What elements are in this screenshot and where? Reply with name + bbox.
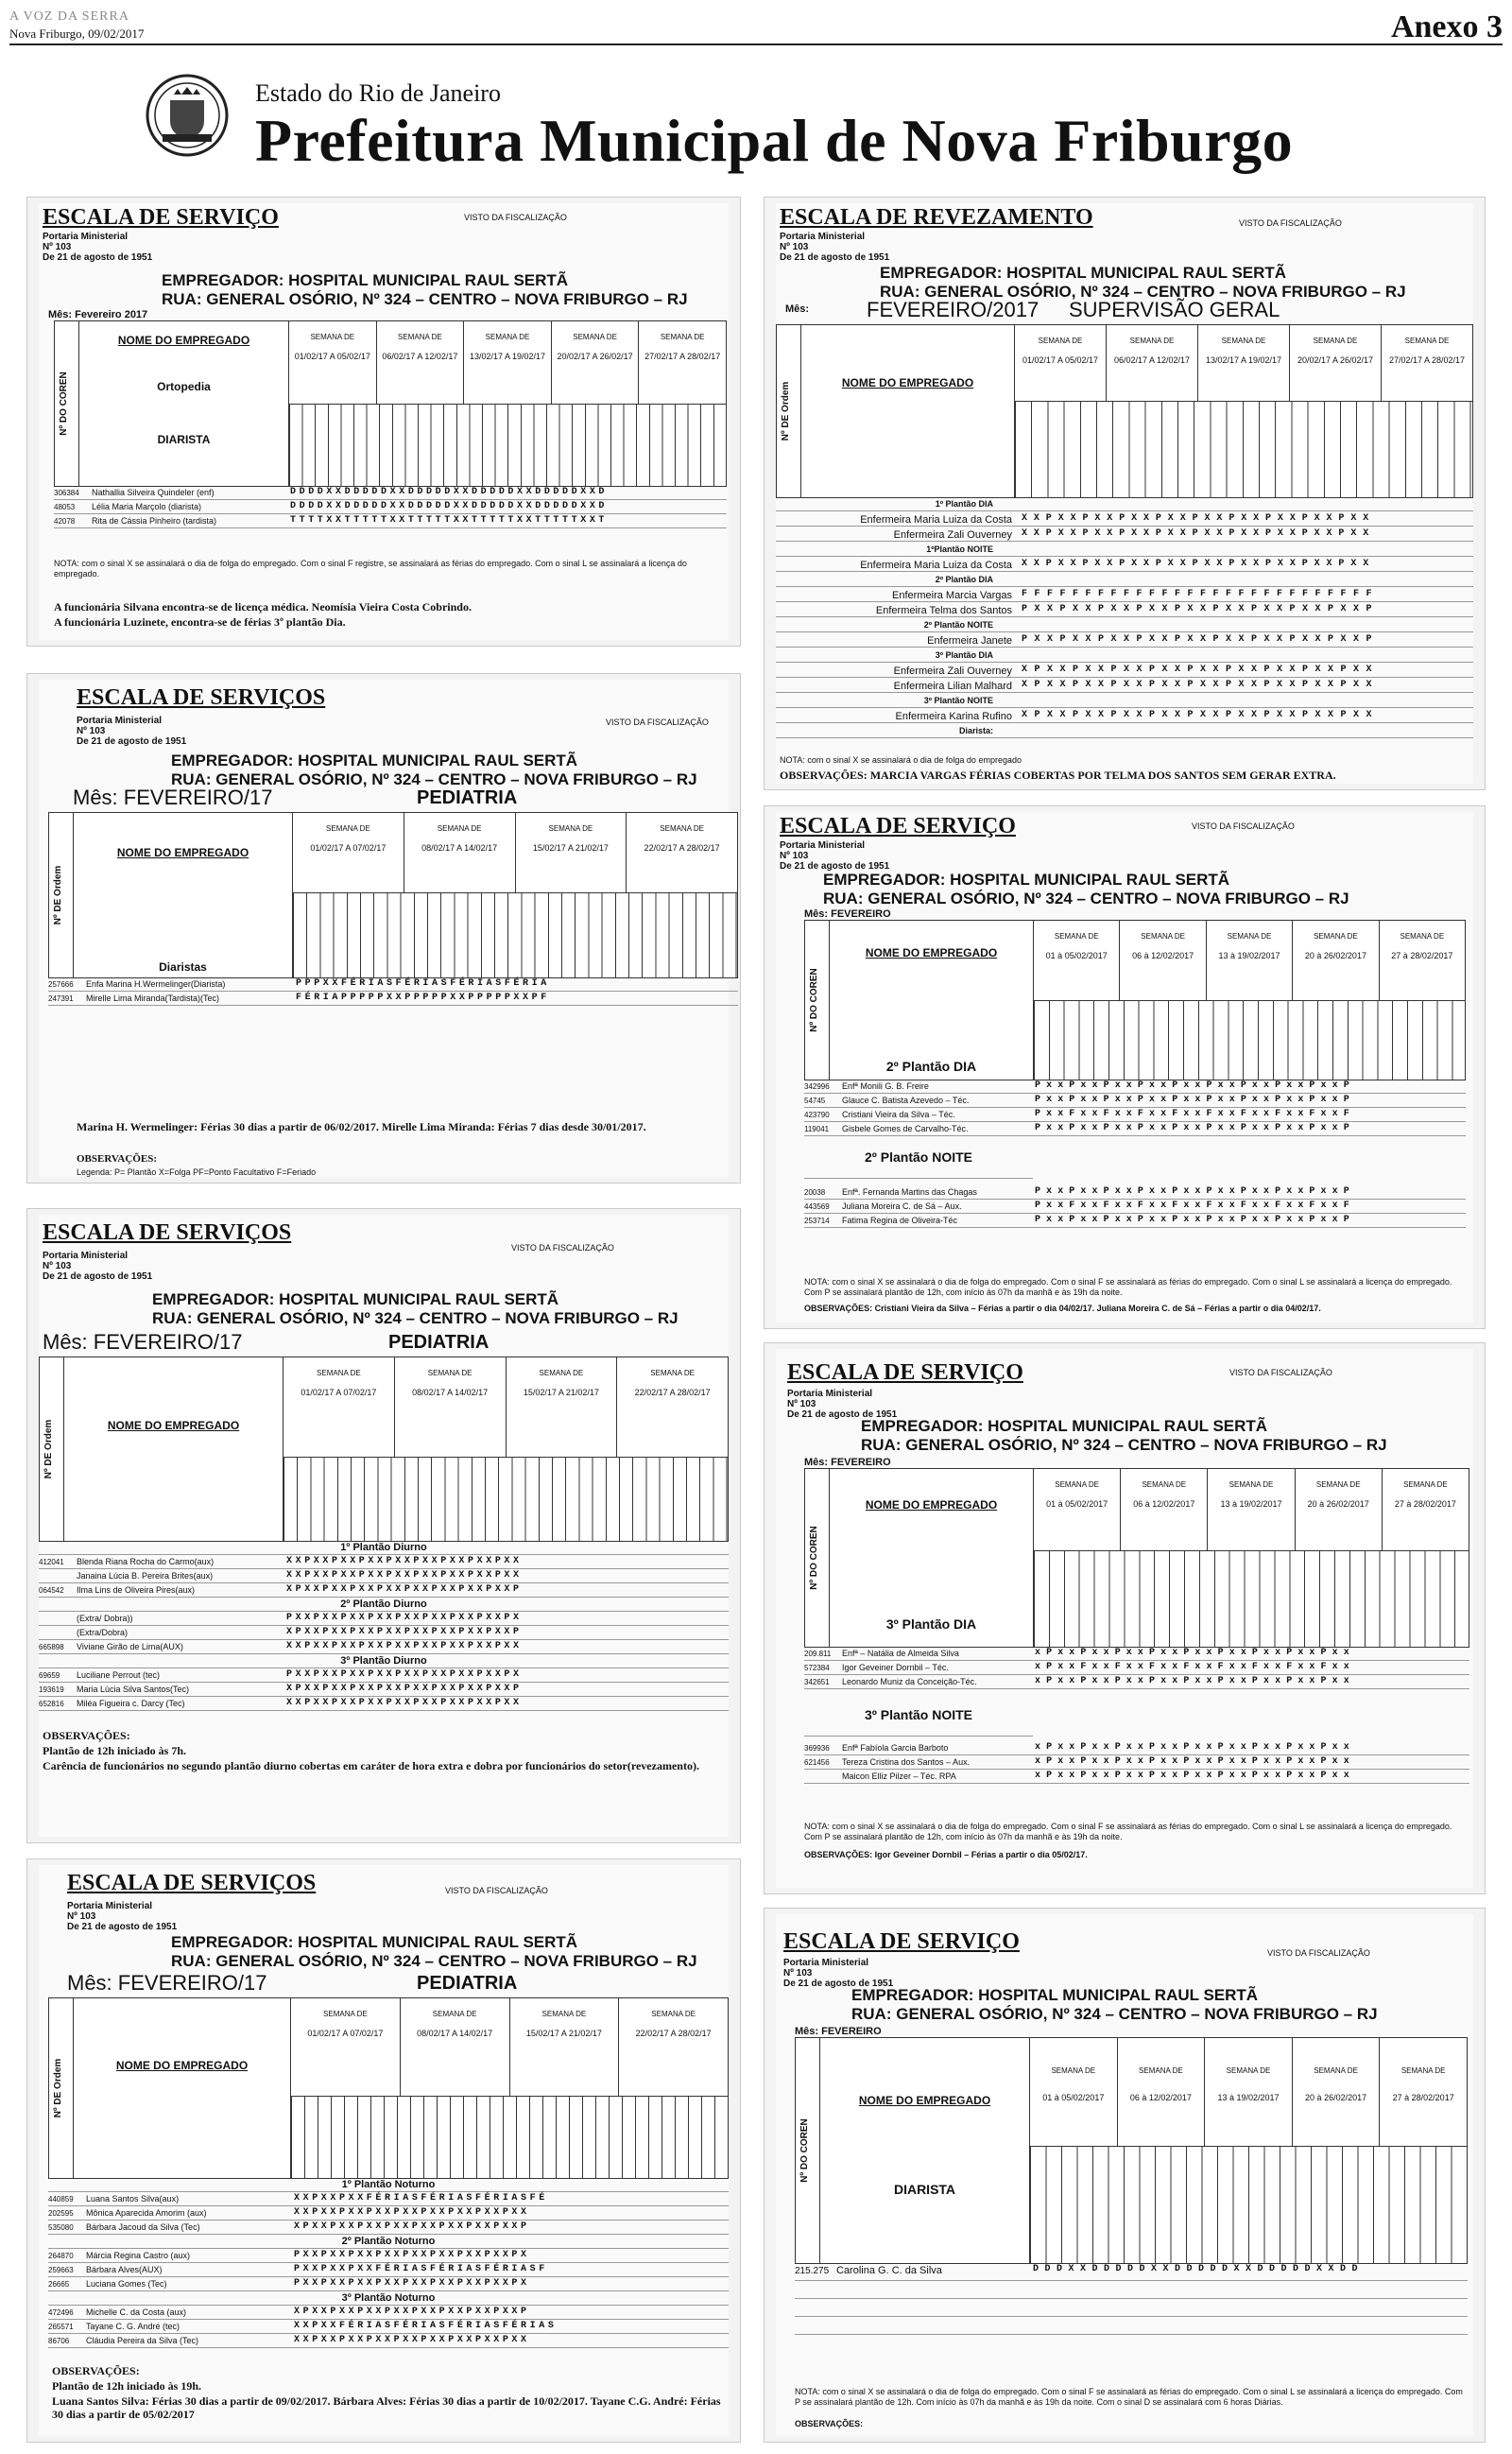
schedule-grid: Nº DE Ordem NOME DO EMPREGADO SEMANA DE 01/02/17 A 07/02/17 SEMANA DE 08/02/17 A 14/02/17 SEMANA DE 15/02/17 A 21/02/17 SEMANA DE 22/02/17 A 28/02/17: [48, 1997, 729, 2179]
table-row: 54745 Glauce C. Batista Azevedo – Téc. PxxPxxPxxPxxPxxPxxPxxPxxPxxP: [804, 1095, 1466, 1108]
month-value: FEVEREIRO/2017: [867, 298, 1040, 321]
month-label: Mês: FEVEREIRO: [804, 1457, 891, 1468]
table-row: 264870 Márcia Regina Castro (aux) PXXPXXPXXPXXPXXPXXPXXPXXPX: [48, 2250, 729, 2263]
shift-header: 1º Plantão Diurno: [39, 1542, 729, 1555]
table-row: 202595 Mônica Aparecida Amorim (aux) XXPXXPXXPXXPXXPXXPXXPXXPXX: [48, 2207, 729, 2221]
portaria-block: Portaria Ministerial Nº 103 De 21 de agosto de 1951: [783, 1958, 894, 1989]
panel-title: ESCALA DE SERVIÇO: [43, 205, 279, 230]
observations-label: OBSERVAÇÕES:: [795, 2419, 864, 2428]
days-header: [1030, 2146, 1467, 2263]
table-row: 306384 Nathallia Silveira Quindeler (enf) DDDDXXDDDDDXXDDDDDXXDDDDDXXDDDDDXXD: [54, 487, 727, 500]
month-label: Mês:: [785, 303, 810, 315]
employer-line: EMPREGADOR: HOSPITAL MUNICIPAL RAUL SERTÃ: [162, 271, 569, 289]
table-row: 69659 Luciliane Perrout (tec) PXXPXXPXXPXXPXXPXXPXXPXXPX: [39, 1669, 729, 1683]
employer-line: EMPREGADOR: HOSPITAL MUNICIPAL RAUL SERTÃ: [861, 1417, 1268, 1435]
shift-header: 2º Plantão NOITE: [804, 1150, 1033, 1179]
weeks-header: SEMANA DE 01/02/17 A 05/02/17 SEMANA DE 06/02/17 A 12/02/17 SEMANA DE 13/02/17 A 19/02/17 SEMANA DE 20/02/17 A 26/02/17 SEMANA DE 27/02/17 A 28/02/17: [1015, 325, 1472, 401]
weeks-header: SEMANA DE 01/02/17 A 07/02/17 SEMANA DE 08/02/17 A 14/02/17 SEMANA DE 15/02/17 A 21/02/17 SEMANA DE 22/02/17 A 28/02/17: [284, 1357, 728, 1457]
table-row: 652816 Miléa Figueira c. Darcy (Tec) XXPXXPXXPXXPXXPXXPXXPXXPXX: [39, 1698, 729, 1711]
schedule-grid: Nº DO COREN NOME DO EMPREGADO 2º Plantão DIA SEMANA DE 01 à 05/02/2017 SEMANA DE 06 à 12/02/2017 SEMANA DE 13 à 19/02/2017 SEMANA DE 20 à 26/02/2017 SEMANA DE 27 à 28/02/2017: [804, 920, 1466, 1080]
observation: OBSERVAÇÕES: Cristiani Vieira da Silva – Férias a partir o dia 04/02/17. Juliana Moreira C. de Sá – Férias a partir o dia 04/02/17.: [804, 1304, 1321, 1313]
publication-date: Nova Friburgo, 09/02/2017: [9, 26, 145, 41]
weeks-header: SEMANA DE 01 à 05/02/2017 SEMANA DE 06 à 12/02/2017 SEMANA DE 13 à 19/02/2017 SEMANA DE 20 à 26/02/2017 SEMANA DE 27 à 28/02/2017: [1030, 2038, 1467, 2146]
employer-line: EMPREGADOR: HOSPITAL MUNICIPAL RAUL SERTÃ: [823, 871, 1230, 889]
visto-fiscalizacao: VISTO DA FISCALIZAÇÃO: [464, 213, 567, 222]
shift-header: 3º Plantão NOITE: [776, 695, 1473, 708]
table-row: Enfermeira Lilian Malhard XPXXPXXPXXPXXPXXPXXPXXPXXPXX: [776, 680, 1473, 693]
observations-label: OBSERVAÇÕES:: [43, 1729, 130, 1742]
publication-name: A VOZ DA SERRA: [9, 9, 129, 24]
month-label: Mês: FEVEREIRO/17: [43, 1330, 243, 1354]
panel-pediatria-noturno: [26, 1858, 741, 2443]
shift-header: 1º Plantão Noturno: [48, 2179, 729, 2192]
table-row: 193619 Maria Lúcia Silva Santos(Tec) XPXXPXXPXXPXXPXXPXXPXXPXXP: [39, 1684, 729, 1697]
legend-text: Legenda: P= Plantão X=Folga PF=Ponto Facultativo F=Feriado: [77, 1167, 317, 1177]
panel-segundo-plantao: [764, 805, 1486, 1329]
panel-title: ESCALA DE SERVIÇO: [783, 1929, 1020, 1954]
portaria-block: Portaria Ministerial Nº 103 De 21 de agosto de 1951: [43, 232, 153, 263]
schedule-grid: Nº DE Ordem NOME DO EMPREGADO Diaristas SEMANA DE 01/02/17 A 07/02/17 SEMANA DE 08/02/17 A 14/02/17 SEMANA DE 15/02/17 A 21/02/17 SEMANA DE 22/02/17 A 28/02/17: [48, 812, 738, 978]
table-row: 209.811 Enfª – Natália de Almeida Silva xPxxPxxPxxPxxPxxPxxPxxPxxPxx: [804, 1648, 1469, 1661]
days-header: [1034, 1000, 1465, 1080]
observation: Carência de funcionários no segundo plantão diurno cobertas em caráter de hora extra e dobra por funcionários do setor(revezamento).: [43, 1759, 699, 1772]
visto-fiscalizacao: VISTO DA FISCALIZAÇÃO: [1239, 218, 1342, 228]
schedule-grid: Nº DO COREN NOME DO EMPREGADO DIARISTA SEMANA DE 01 à 05/02/2017 SEMANA DE 06 à 12/02/2017 SEMANA DE 13 à 19/02/2017 SEMANA DE 20 à 26/02/2017 SEMANA DE 27 à 28/02/2017: [795, 2037, 1468, 2264]
table-row: 119041 Gisbele Gomes de Carvalho-Téc. PxxPxxPxxPxxPxxPxxPxxPxxPxxP: [804, 1123, 1466, 1136]
table-row: Enfermeira Marcia Vargas FFFFFFFFFFFFFFFFFFFFFFFFFFFF: [776, 589, 1473, 602]
table-row: (Extra/ Dobra)) PXXPXXPXXPXXPXXPXXPXXPXXPX: [39, 1613, 729, 1626]
shift-header: 2º Plantão DIA: [885, 1059, 977, 1074]
roster: [48, 978, 738, 1045]
observation: A funcionária Silvana encontra-se de licença médica. Neomísia Vieira Costa Cobrindo.: [54, 600, 472, 614]
shift-header: 1ºPlantão NOITE: [776, 544, 1473, 557]
address-line: RUA: GENERAL OSÓRIO, Nº 324 – CENTRO – NOVA FRIBURGO – RJ: [171, 1952, 697, 1970]
employer-line: EMPREGADOR: HOSPITAL MUNICIPAL RAUL SERTÃ: [152, 1290, 559, 1308]
table-row: 621456 Tereza Cristina dos Santos – Aux. xPxxPxxPxxPxxPxxPxxPxxPxxPxx: [804, 1756, 1469, 1770]
panel-supervisao-geral: [764, 197, 1486, 790]
table-row: 86706 Cláudia Pereira da Silva (Tec) XXPXXPXXPXXPXXPXXPXXPXXPXX: [48, 2335, 729, 2348]
table-row: 253714 Fatima Regina de Oliveira-Téc PxxPxxPxxPxxPxxPxxPxxPxxPxxP: [804, 1215, 1466, 1228]
month-label: Mês: FEVEREIRO: [795, 2026, 882, 2037]
table-row: 26665 Luciana Gomes (Tec) PXXPXXPXXPXXPXXPXXPXXPXXPX: [48, 2278, 729, 2291]
roster: [54, 487, 727, 530]
note-text: NOTA: com o sinal X se assinalará o dia de folga do empregado. Com o sinal F se assinalará as férias do empregado. Com o sinal L se assinalará a licença do empregado. Com P se assinalará plantão de 12h. Com início às 07h da manhã e às 19h da noite. Com o sinal D se assinalará com 6 horas Diárias.: [795, 2387, 1463, 2407]
address-line: RUA: GENERAL OSÓRIO, Nº 324 – CENTRO – NOVA FRIBURGO – RJ: [880, 283, 1406, 301]
table-row: 20038 Enfª. Fernanda Martins das Chagas PxxPxxPxxPxxPxxPxxPxxPxxPxxP: [804, 1186, 1466, 1200]
month-label: Mês: FEVEREIRO/17: [73, 786, 273, 809]
panel-diarista: [764, 1908, 1486, 2443]
days-header: [1034, 1550, 1469, 1647]
table-row: 440859 Luana Santos Silva(aux) XXPXXPXXFÉRIASFÉRIASFÉRIASFÉ: [48, 2193, 729, 2206]
table-row: [795, 2300, 1468, 2317]
schedule-grid: Nº DO COREN NOME DO EMPREGADO 3º Plantão DIA SEMANA DE 01 à 05/02/2017 SEMANA DE 06 à 12/02/2017 SEMANA DE 13 à 19/02/2017 SEMANA DE 20 à 26/02/2017 SEMANA DE 27 à 28/02/2017: [804, 1468, 1469, 1648]
month-label: Mês: FEVEREIRO: [804, 908, 891, 920]
masthead: [151, 76, 1474, 180]
table-row: Enfermeira Janete PXXPXXPXXPXXPXXPXXPXXPXXPXXP: [776, 634, 1473, 648]
address-line: RUA: GENERAL OSÓRIO, Nº 324 – CENTRO – NOVA FRIBURGO – RJ: [162, 290, 688, 308]
month-label: Mês: FEVEREIRO/17: [67, 1971, 267, 1995]
table-row: 247391 Mirelle Lima Miranda(Tardista)(Tec) FÉRIAPPPPPXXPPPPPXXPPPPPXXPF: [48, 993, 738, 1006]
newspaper-header: [9, 8, 1503, 45]
sector-label: Ortopedia: [157, 380, 211, 393]
shift-header: Diarista:: [776, 725, 1473, 738]
address-line: RUA: GENERAL OSÓRIO, Nº 324 – CENTRO – NOVA FRIBURGO – RJ: [152, 1309, 679, 1327]
roster: [804, 1648, 1469, 1814]
portaria-block: Portaria Ministerial Nº 103 De 21 de agosto de 1951: [780, 840, 890, 872]
table-row: [795, 2318, 1468, 2335]
table-row: 42078 Rita de Cássia Pinheiro (tardista) TTTTXXTTTTTXXTTTTTXXTTTTTXXTTTTTXXT: [54, 515, 727, 528]
table-row: [795, 2282, 1468, 2299]
roster: [804, 1080, 1466, 1247]
employer-line: EMPREGADOR: HOSPITAL MUNICIPAL RAUL SERTÃ: [171, 752, 578, 769]
visto-fiscalizacao: VISTO DA FISCALIZAÇÃO: [1229, 1368, 1332, 1377]
annex-label: Anexo 3: [1390, 9, 1503, 44]
observations-label: OBSERVAÇÕES:: [77, 1153, 157, 1165]
group-label: DIARISTA: [157, 433, 211, 446]
days-header: [1015, 401, 1472, 497]
address-line: RUA: GENERAL OSÓRIO, Nº 324 – CENTRO – NOVA FRIBURGO – RJ: [861, 1436, 1387, 1454]
note-text: NOTA: com o sinal X se assinalará o dia de folga do empregado. Com o sinal F se assinalará as férias do empregado. Com o sinal L se assinalará a licença do empregado. Com P se assinalará plantão de 12h, com início às 07h da manhã e às 19h da noite.: [804, 1277, 1452, 1297]
portaria-block: Portaria Ministerial Nº 103 De 21 de agosto de 1951: [67, 1901, 178, 1932]
roster: [795, 2264, 1468, 2340]
roster: [39, 1542, 729, 1720]
table-row: Janaina Lúcia B. Pereira Brites(aux) XXPXXPXXPXXPXXPXXPXXPXXPXX: [39, 1570, 729, 1583]
shift-header: 2º Plantão DIA: [776, 574, 1473, 587]
table-row: 369936 Enfª Fabíola Garcia Barboto xPxxPxxPxxPxxPxxPxxPxxPxxPxx: [804, 1742, 1469, 1755]
group-label: Diaristas: [159, 960, 207, 974]
sector-label: PEDIATRIA: [417, 787, 518, 808]
note-text: NOTA: com o sinal X se assinalará o dia de folga do empregado. Com o sinal F se assinalará as férias do empregado. Com o sinal L se assinalará a licença do empregado. Com P se assinalará plantão de 12h, com início às 07h da manhã e às 19h da noite.: [804, 1822, 1452, 1841]
panel-title: ESCALA DE REVEZAMENTO: [780, 205, 1093, 230]
panel-title: ESCALA DE SERVIÇO: [787, 1360, 1023, 1385]
shift-header: 2º Plantão NOITE: [776, 619, 1473, 632]
table-row: Enfermeira Zali Ouverney XXPXXPXXPXXPXXPXXPXXPXXPXXPXX: [776, 528, 1473, 542]
panel-pediatria-diaristas: [26, 673, 741, 1184]
address-line: RUA: GENERAL OSÓRIO, Nº 324 – CENTRO – NOVA FRIBURGO – RJ: [823, 890, 1349, 907]
note-text: NOTA: com o sinal X se assinalará o dia de folga do empregado. Com o sinal F registre, se assinalará as férias do empregado. Com o sinal L se assinalará a licença do empregado.: [54, 559, 687, 579]
roster: [48, 2179, 729, 2357]
days-header: [291, 2096, 728, 2178]
table-row: 443569 Juliana Moreira C. de Sá – Aux. PxxFxxFxxFxxFxxFxxFxxFxxFxxF: [804, 1201, 1466, 1214]
table-row: 572384 Igor Geveiner Dornbil – Téc. xPxxFxxFxxFxxFxxFxxFxxFxxFxx: [804, 1662, 1469, 1675]
table-row: 342996 Enfª Monili G. B. Freire PxxPxxPxxPxxPxxPxxPxxPxxPxxP: [804, 1080, 1466, 1094]
panel-pediatria-diurno: [26, 1208, 741, 1843]
weeks-header: SEMANA DE 01/02/17 A 07/02/17 SEMANA DE 08/02/17 A 14/02/17 SEMANA DE 15/02/17 A 21/02/17 SEMANA DE 22/02/17 A 28/02/17: [291, 1998, 728, 2096]
shift-header: 1º Plantão DIA: [776, 498, 1473, 511]
schedule-grid: Nº DO COREN NOME DO EMPREGADO Ortopedia DIARISTA SEMANA DE 01/02/17 A 05/02/17 SEMANA DE 06/02/17 A 12/02/17 SEMANA DE 13/02/17 A 19/02/17 SEMANA DE 20/02/17 A 26/02/17 SEMANA DE 27/02/17 A 28/02/17: [54, 320, 727, 487]
shift-header: 2º Plantão Noturno: [48, 2236, 729, 2249]
shift-header: 3º Plantão DIA: [885, 1616, 977, 1632]
panel-ortopedia: [26, 197, 741, 647]
visto-fiscalizacao: VISTO DA FISCALIZAÇÃO: [445, 1886, 548, 1895]
shift-header: 3º Plantão DIA: [776, 649, 1473, 663]
portaria-block: Portaria Ministerial Nº 103 De 21 de agosto de 1951: [77, 716, 187, 747]
sector-label: SUPERVISÃO GERAL: [1069, 298, 1280, 321]
shift-header: 3º Plantão Noturno: [48, 2292, 729, 2306]
table-row: 215.275 Carolina G. C. da Silva DDDXXDDDDDXXDDDDDXXDDDDDXXDD: [795, 2264, 1468, 2281]
visto-fiscalizacao: VISTO DA FISCALIZAÇÃO: [606, 717, 709, 727]
days-header: [284, 1457, 728, 1541]
table-row: 259663 Bárbara Alves(AUX) PXXPXXPXXFÉRIASFÉRIASFÉRIASF: [48, 2264, 729, 2277]
table-row: Enfermeira Telma dos Santos PXXPXXPXXPXXPXXPXXPXXPXXPXXP: [776, 604, 1473, 617]
table-row: Enfermeira Zali Ouverney XPXXPXXPXXPXXPXXPXXPXXPXXPXX: [776, 665, 1473, 678]
note-text: NOTA: com o sinal X se assinalará o dia de folga do empregado: [780, 755, 1022, 765]
table-row: 342651 Leonardo Muniz da Conceição-Téc. xPxxPxxPxxPxxPxxPxxPxxPxxPxx: [804, 1676, 1469, 1689]
state-name: Estado do Rio de Janeiro: [255, 79, 501, 107]
table-row: Enfermeira Karina Rufino XPXXPXXPXXPXXPXXPXXPXXPXXPXX: [776, 710, 1473, 723]
panel-title: ESCALA DE SERVIÇOS: [77, 685, 326, 710]
observation: A funcionária Luzinete, encontra-se de férias 3º plantão Dia.: [54, 615, 346, 629]
weeks-header: SEMANA DE 01/02/17 A 07/02/17 SEMANA DE 08/02/17 A 14/02/17 SEMANA DE 15/02/17 A 21/02/17 SEMANA DE 22/02/17 A 28/02/17: [293, 813, 737, 892]
table-row: Maicon Elliz Pilzer – Téc. RPA xPxxPxxPxxPxxPxxPxxPxxPxxPxx: [804, 1771, 1469, 1784]
shift-header: 2º Plantão Diurno: [39, 1599, 729, 1612]
visto-fiscalizacao: VISTO DA FISCALIZAÇÃO: [1267, 1948, 1370, 1958]
table-row: 412041 Blenda Riana Rocha do Carmo(aux) XXPXXPXXPXXPXXPXXPXXPXXPXX: [39, 1556, 729, 1569]
visto-fiscalizacao: VISTO DA FISCALIZAÇÃO: [511, 1243, 614, 1253]
weeks-header: SEMANA DE 01 à 05/02/2017 SEMANA DE 06 à 12/02/2017 SEMANA DE 13 à 19/02/2017 SEMANA DE 20 à 26/02/2017 SEMANA DE 27 à 28/02/2017: [1034, 1469, 1469, 1550]
table-row: Enfermeira Maria Luiza da Costa XXPXXPXXPXXPXXPXXPXXPXXPXXPXX: [776, 559, 1473, 572]
observation: Plantão de 12h iniciado às 19h.: [52, 2379, 202, 2393]
shift-header: 3º Plantão Diurno: [39, 1655, 729, 1668]
portaria-block: Portaria Ministerial Nº 103 De 21 de agosto de 1951: [780, 232, 890, 263]
table-row: (Extra/Dobra) XPXXPXXPXXPXXPXXPXXPXXPXXP: [39, 1627, 729, 1640]
panel-title: ESCALA DE SERVIÇO: [780, 814, 1016, 838]
table-row: 257666 Enfa Marina H.Wermelinger(Diarista) PPPXXFÉRIASFÉRIASFÉRIASFÉRIA: [48, 978, 738, 992]
address-line: RUA: GENERAL OSÓRIO, Nº 324 – CENTRO – NOVA FRIBURGO – RJ: [171, 770, 697, 788]
schedule-grid: Nº DE Ordem NOME DO EMPREGADO SEMANA DE 01/02/17 A 05/02/17 SEMANA DE 06/02/17 A 12/02/17 SEMANA DE 13/02/17 A 19/02/17 SEMANA DE 20/02/17 A 26/02/17 SEMANA DE 27/02/17 A 28/02/17: [776, 324, 1473, 498]
table-row: 48053 Lélia Maria Marçolo (diarista) DDDDXXDDDDDXXDDDDDXXDDDDDXXDDDDDXXD: [54, 501, 727, 514]
observation: OBSERVAÇÕES: Igor Geveiner Dornbil – Férias a partir o dia 05/02/17.: [804, 1850, 1088, 1859]
address-line: RUA: GENERAL OSÓRIO, Nº 324 – CENTRO – NOVA FRIBURGO – RJ: [851, 2005, 1378, 2023]
days-header: [293, 892, 737, 977]
observation: Luana Santos Silva: Férias 30 dias a partir de 09/02/2017. Bárbara Alves: Férias 30 dias a partir de 10/02/2017. Tayane C.G. André: Férias 30 dias a partir de 05/02/2017: [52, 2394, 721, 2421]
table-row: 265571 Tayane C. G. André (tec) XXPXXFÉRIASFÉRIASFÉRIASFÉRIAS: [48, 2321, 729, 2334]
employer-line: EMPREGADOR: HOSPITAL MUNICIPAL RAUL SERTÃ: [851, 1986, 1259, 2004]
schedule-grid: Nº DE Ordem NOME DO EMPREGADO SEMANA DE 01/02/17 A 07/02/17 SEMANA DE 08/02/17 A 14/02/17 SEMANA DE 15/02/17 A 21/02/17 SEMANA DE 22/02/17 A 28/02/17: [39, 1357, 729, 1542]
table-row: 423790 Cristiani Vieira da Silva – Téc. PxxFxxFxxFxxFxxFxxFxxFxxFxxF: [804, 1109, 1466, 1122]
month-label: Mês: Fevereiro 2017: [48, 309, 148, 320]
roster: [776, 498, 1473, 740]
table-row: 535080 Bárbara Jacoud da Silva (Tec) XPXXPXXPXXPXXPXXPXXPXXPXXP: [48, 2221, 729, 2235]
observation: Marina H. Wermelinger: Férias 30 dias a partir de 06/02/2017. Mirelle Lima Miranda: Férias 7 dias desde 30/01/2017.: [77, 1120, 646, 1133]
table-row: Enfermeira Maria Luiza da Costa XXPXXPXXPXXPXXPXXPXXPXXPXXPXX: [776, 513, 1473, 527]
days-header: [289, 404, 726, 486]
sector-label: PEDIATRIA: [388, 1332, 490, 1353]
portaria-block: Portaria Ministerial Nº 103 De 21 de agosto de 1951: [787, 1389, 898, 1420]
table-row: 665898 Viviane Girão de Lima(AUX) XXPXXPXXPXXPXXPXXPXXPXXPXX: [39, 1641, 729, 1654]
city-seal-icon: [144, 72, 231, 159]
panel-terceiro-plantao: [764, 1342, 1486, 1894]
visto-fiscalizacao: VISTO DA FISCALIZAÇÃO: [1192, 821, 1295, 831]
observations-label: OBSERVAÇÕES:: [52, 2364, 140, 2377]
sector-label: PEDIATRIA: [417, 1973, 518, 1994]
table-row: 472496 Michelle C. da Costa (aux) XPXXPXXPXXPXXPXXPXXPXXPXXP: [48, 2307, 729, 2320]
table-row: 064542 Ilma Lins de Oliveira Pires(aux) XPXXPXXPXXPXXPXXPXXPXXPXXP: [39, 1584, 729, 1598]
weeks-header: SEMANA DE 01 à 05/02/2017 SEMANA DE 06 à 12/02/2017 SEMANA DE 13 à 19/02/2017 SEMANA DE 20 à 26/02/2017 SEMANA DE 27 à 28/02/2017: [1034, 921, 1465, 1000]
observation: OBSERVAÇÕES: MARCIA VARGAS FÉRIAS COBERTAS POR TELMA DOS SANTOS SEM GERAR EXTRA.: [780, 769, 1336, 782]
city-hall-title: Prefeitura Municipal de Nova Friburgo: [255, 107, 1294, 174]
observation: Plantão de 12h iniciado às 7h.: [43, 1744, 187, 1757]
panel-title: ESCALA DE SERVIÇOS: [67, 1871, 317, 1895]
panel-title: ESCALA DE SERVIÇOS: [43, 1220, 292, 1245]
group-label: DIARISTA: [893, 2182, 956, 2197]
portaria-block: Portaria Ministerial Nº 103 De 21 de agosto de 1951: [43, 1251, 153, 1282]
employer-line: EMPREGADOR: HOSPITAL MUNICIPAL RAUL SERTÃ: [171, 1933, 578, 1951]
employer-line: EMPREGADOR: HOSPITAL MUNICIPAL RAUL SERTÃ: [880, 264, 1287, 282]
weeks-header: SEMANA DE 01/02/17 A 05/02/17 SEMANA DE 06/02/17 A 12/02/17 SEMANA DE 13/02/17 A 19/02/17 SEMANA DE 20/02/17 A 26/02/17 SEMANA DE 27/02/17 A 28/02/17: [289, 321, 726, 404]
shift-header: 3º Plantão NOITE: [804, 1708, 1033, 1737]
